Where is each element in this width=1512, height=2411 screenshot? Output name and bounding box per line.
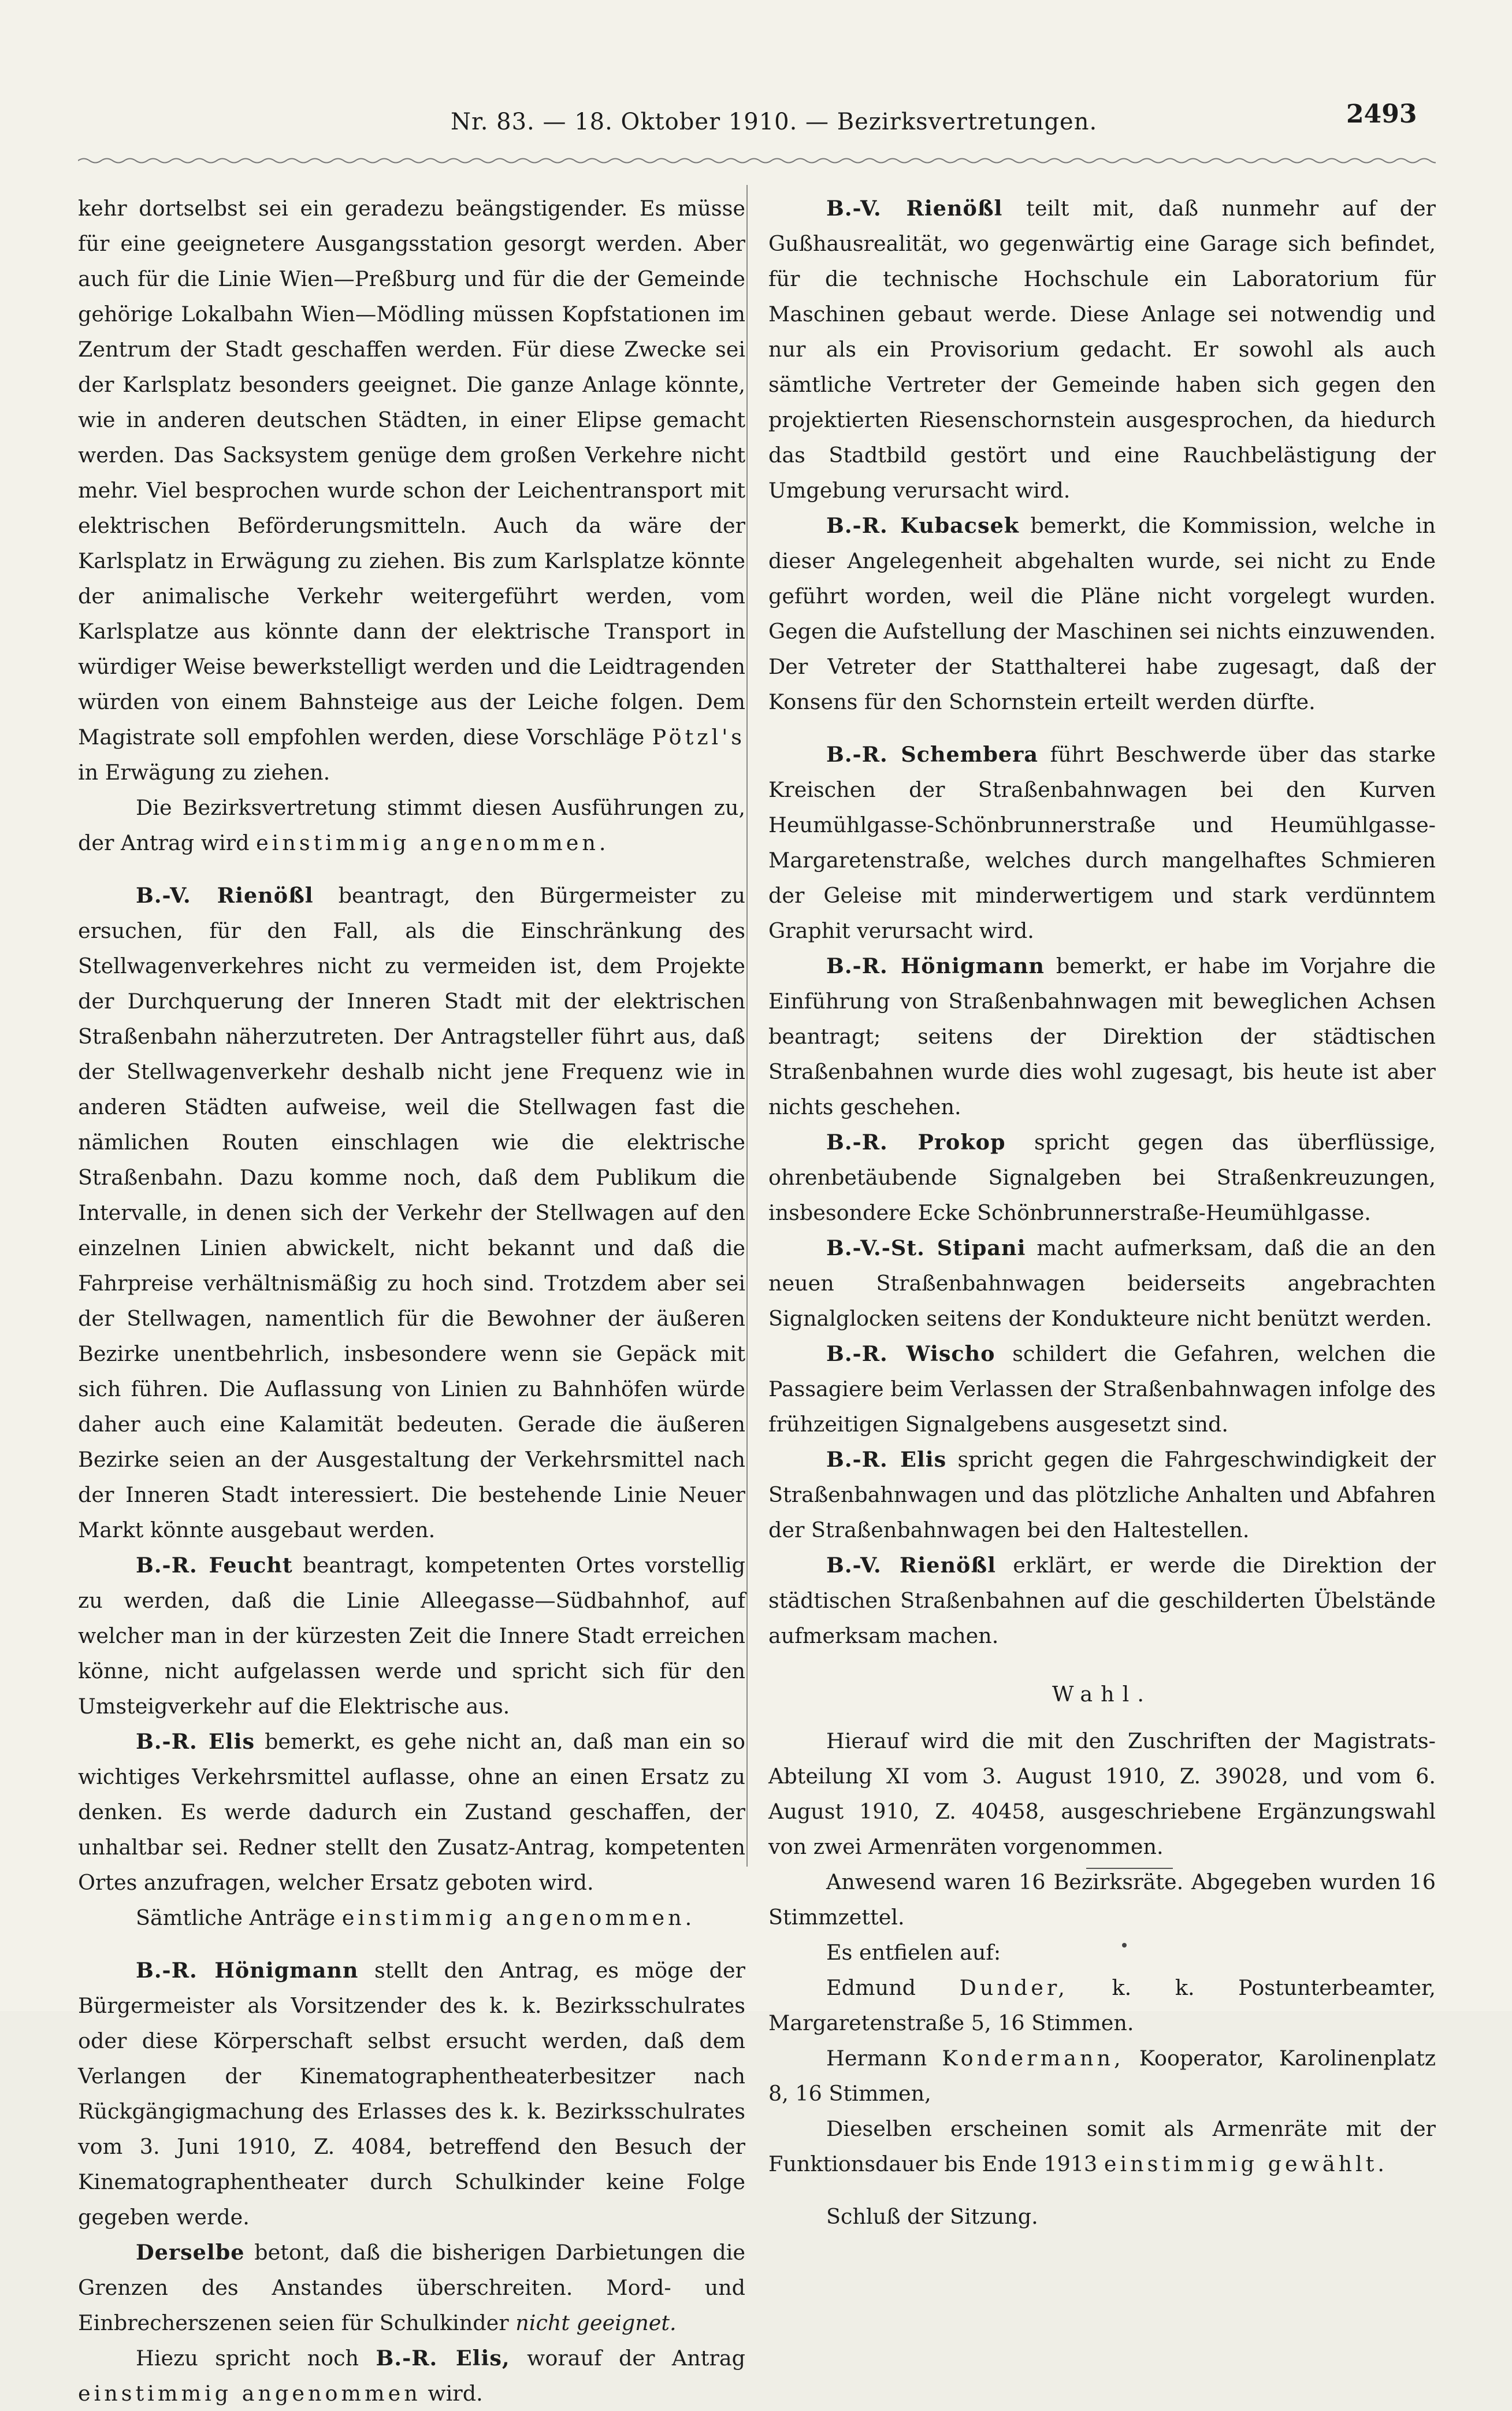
end-rule [1086, 1868, 1173, 1869]
paragraph [768, 1230, 1436, 1336]
paragraph [78, 1548, 745, 1724]
speaker-name: B.-R. Hönigmann [826, 954, 1045, 978]
text: in Erwägung zu ziehen. [78, 760, 330, 785]
text: bemerkt, es gehe nicht an, daß man ein so wichtiges Verkehrsmittel auflasse, ohne an einen Ersatz zu denken. Es werde dadurch ein Zustand geschaffen, der unhaltbar sei. Redner stellt den Zusatz-Antrag, kompetenten Ortes anzufragen, welcher Ersatz geboten wird. [78, 1729, 745, 1895]
text: kehr dortselbst sei ein geradezu beängstigender. Es müsse für eine geeignetere Ausgangsstation gesorgt werden. Aber auch für die Linie Wien—Preßburg und für die der Gemeinde gehörige Lokalbahn Wien—Mödling müssen Kopfstationen im Zentrum der Stadt geschaffen werden. Für diese Zwecke sei der Karlsplatz besonders geeignet. Die ganze Anlage könnte, wie in anderen deutschen Städten, in einer Elipse gemacht werden. Das Sacksystem genüge dem großen Verkehre nicht mehr. Viel besprochen wurde schon der Leichentransport mit elektrischen Beförderungsmitteln. Auch da wäre der Karlsplatz in Erwägung zu ziehen. Bis zum Karlsplatze könnte der animalische Verkehr weitergeführt werden, vom Karlsplatze aus könnte dann der elektrische Transport in würdiger Weise bewerkstelligt werden und die Leidtragenden würden von einem Bahnsteige aus der Leiche folgen. Dem Magistrate soll empfohlen werden, diese Vorschläge [78, 196, 745, 750]
paragraph [768, 508, 1436, 719]
spaced-text: einstimmig angenommen. [256, 830, 610, 855]
text: worauf der Antrag [527, 2346, 745, 2371]
text: wird. [428, 2381, 483, 2406]
speaker-name: B.-V. Rienößl [826, 196, 1003, 221]
text: Hierauf wird die mit den Zuschriften der Magistrats-Abteilung XI vom 3. August 1910, Z. 39028, und vom 6. August 1910, Z. 40458, ausgeschriebene Ergänzungswahl von zwei Armenräten vorgenommen. [768, 1728, 1436, 1859]
candidate-name: Dunder, [959, 1975, 1068, 2000]
paragraph [78, 1724, 745, 1900]
text: Sämtliche Anträge [136, 1905, 336, 1930]
italic-text: nicht geeignet. [515, 2310, 677, 2335]
page-number: 2493 [1346, 99, 1417, 129]
paragraph [768, 1970, 1436, 2041]
spaced-name: Pötzl's [652, 725, 745, 750]
paragraph [768, 1336, 1436, 1442]
paragraph [768, 1442, 1436, 1548]
text: betont, daß die bisherigen Darbietungen die Grenzen des Anstandes überschreiten. Mord- und Einbrecherszenen seien für Schulkinder [78, 2240, 745, 2335]
text: Dieselben erscheinen somit als Armenräte mit der Funktionsdauer bis Ende 1913 [768, 2116, 1436, 2176]
paragraph [768, 1723, 1436, 1864]
speaker-name: B.-R. Kubacsek [826, 513, 1020, 538]
right-column [768, 191, 1436, 2234]
paragraph [78, 191, 745, 790]
paragraph [768, 1864, 1436, 1935]
paragraph [768, 737, 1436, 948]
speaker-name: B.-R. Schembera [826, 742, 1039, 767]
speaker-name: B.-R. Elis [826, 1447, 947, 1472]
spaced-text: einstimmig angenommen [78, 2381, 421, 2406]
paragraph [768, 1548, 1436, 1653]
paragraph [768, 191, 1436, 508]
paragraph [78, 1953, 745, 2235]
text: Edmund [826, 1975, 916, 2000]
text: Kooperator, Karolinenplatz 8, 16 Stimmen, [768, 2046, 1436, 2106]
text: schildert die Gefahren, welchen die Passagiere beim Verlassen der Straßenbahnwagen infolge des frühzeitigen Signalgebens ausgesetzt sind. [768, 1341, 1436, 1437]
paragraph [768, 1935, 1436, 1970]
text: teilt mit, daß nunmehr auf der Gußhausrealität, wo gegenwärtig eine Garage sich befindet, für die technische Hochschule ein Laboratorium für Maschinen gebaut werde. Diese Anlage sei notwendig und nur als ein Provisorium gedacht. Er sowohl als auch sämtliche Vertreter der Gemeinde haben sich gegen den projektierten Riesenschornstein ausgesprochen, da hiedurch das Stadtbild gestört und eine Rauchbelästigung der Umgebung verursacht wird. [768, 196, 1436, 503]
wavy-header-rule [78, 155, 1436, 166]
left-column [78, 191, 745, 2411]
paragraph [768, 948, 1436, 1125]
text: k. k. Postunterbeamter, Margaretenstraße 5, 16 Stimmen. [768, 1975, 1436, 2035]
speaker-name: B.-R. Elis [136, 1729, 255, 1754]
speaker-name: B.-R. Prokop [826, 1130, 1006, 1155]
paragraph [78, 2235, 745, 2340]
speaker-name: B.-R. Wischo [826, 1341, 995, 1366]
text: führt Beschwerde über das starke Kreischen der Straßenbahnwagen bei den Kurven Heumühlgasse-Schönbrunnerstraße und Heumühlgasse-Margaretenstraße, welches durch mangelhaftes Schmieren der Geleise mit minderwertigem und stark verdünntem Graphit verursacht wird. [768, 742, 1436, 943]
text: spricht gegen die Fahrgeschwindigkeit der Straßenbahnwagen und das plötzliche Anhalten und Abfahren der Straßenbahnwagen bei den Haltestellen. [768, 1447, 1436, 1542]
paragraph [768, 1125, 1436, 1230]
text: beantragt, den Bürgermeister zu ersuchen, für den Fall, als die Einschränkung des Stellwagenverkehres nicht zu vermeiden ist, dem Projekte der Durchquerung der Inneren Stadt mit der elektrischen Straßenbahn näherzutreten. Der Antragsteller führt aus, daß der Stellwagenverkehr deshalb nicht jene Frequenz wie in anderen Städten aufweise, weil die Stellwagen fast die nämlichen Routen einschlagen wie die elektrische Straßenbahn. Dazu komme noch, daß dem Publikum die Intervalle, in denen sich der Verkehr der Stellwagen auf den einzelnen Linien abwickelt, nicht bekannt und daß die Fahrpreise verhältnismäßig zu hoch sind. Trotzdem aber sei der Stellwagen, namentlich für die Bewohner der äußeren Bezirke unentbehrlich, insbesondere wenn sie Gepäck mit sich führen. Die Auflassung von Linien zu Bahnhöfen würde daher auch eine Kalamität bedeuten. Gerade die äußeren Bezirke seien an der Ausgestaltung der Verkehrsmittel nach der Inneren Stadt interessiert. Die bestehende Linie Neuer Markt könnte ausgebaut werden. [78, 883, 745, 1542]
candidate-name: Kondermann, [942, 2046, 1124, 2071]
text: Schluß der Sitzung. [826, 2204, 1038, 2229]
text: stellt den Antrag, es möge der Bürgermeister als Vorsitzender des k. k. Bezirksschulrates oder diese Körperschaft selbst ersucht werden, daß dem Verlangen der Kinematographentheaterbesitzer nach Rückgängigmachung des Erlasses des k. k. Bezirksschulrates vom 3. Juni 1910, Z. 4084, betreffend den Besuch der Kinematographentheater durch Schulkinder keine Folge gegeben werde. [78, 1958, 745, 2230]
paragraph [78, 1900, 745, 1935]
section-heading-wahl: Wahl. [1052, 1682, 1152, 1707]
speaker-name: B.-R. Feucht [136, 1553, 293, 1578]
text: Die Bezirksvertretung stimmt diesen Ausführungen zu, der Antrag wird [78, 795, 745, 855]
text: bemerkt, er habe im Vorjahre die Einführung von Straßenbahnwagen mit beweglichen Achsen beantragt; seitens der Direktion der städtischen Straßenbahnen wurde dies wohl zugesagt, bis heute ist aber nichts geschehen. [768, 954, 1436, 1119]
spaced-text: einstimmig angenommen. [341, 1905, 696, 1930]
speaker-name: B.-R. Elis, [376, 2346, 510, 2371]
paragraph [78, 2340, 745, 2411]
text: Es entfielen auf: [826, 1940, 1001, 1965]
text: macht aufmerksam, daß die an den neuen Straßenbahnwagen beiderseits angebrachten Signalglocken seitens der Kondukteure nicht benützt werden. [768, 1236, 1436, 1331]
spaced-text: einstimmig gewählt. [1104, 2152, 1388, 2176]
speaker-name: B.-R. Hönigmann [136, 1958, 359, 1983]
paragraph [78, 878, 745, 1548]
paragraph [78, 790, 745, 860]
text: Hiezu spricht noch [136, 2346, 359, 2371]
speaker-name: B.-V. Rienößl [136, 883, 314, 908]
text: erklärt, er werde die Direktion der städtischen Straßenbahnen auf die geschilderten Übelstände aufmerksam machen. [768, 1553, 1436, 1648]
speaker-name: B.-V. Rienößl [826, 1553, 996, 1578]
text: beantragt, kompetenten Ortes vorstellig zu werden, daß die Linie Alleegasse—Südbahnhof, auf welcher man in der kürzesten Zeit die Innere Stadt erreichen könne, nicht aufgelassen werde und spricht sich für den Umsteigverkehr auf die Elektrische aus. [78, 1553, 745, 1719]
speaker-name: B.-V.-St. Stipani [826, 1236, 1026, 1260]
text: Hermann [826, 2046, 927, 2071]
running-header: Nr. 83. — 18. Oktober 1910. — Bezirksvertretungen. [451, 109, 1098, 135]
paragraph [768, 2041, 1436, 2111]
text: bemerkt, die Kommission, welche in dieser Angelegenheit abgehalten wurde, sei nicht zu Ende geführt worden, weil die Pläne nicht vorgelegt wurden. Gegen die Aufstellung der Maschinen sei nichts einzuwenden. Der Vetreter der Statthalterei habe zugesagt, daß der Konsens für den Schornstein erteilt werden dürfte. [768, 513, 1436, 714]
paragraph [768, 2199, 1436, 2234]
speaker-name: Derselbe [136, 2240, 245, 2265]
text: Anwesend waren 16 Bezirksräte. Abgegeben wurden 16 Stimmzettel. [768, 1870, 1436, 1930]
column-divider [746, 185, 748, 1867]
paragraph [768, 2111, 1436, 2182]
text: spricht gegen das überflüssige, ohrenbetäubende Signalgeben bei Straßenkreuzungen, insbesondere Ecke Schönbrunnerstraße-Heumühlgasse. [768, 1130, 1436, 1225]
page-mark [1122, 1943, 1127, 1948]
